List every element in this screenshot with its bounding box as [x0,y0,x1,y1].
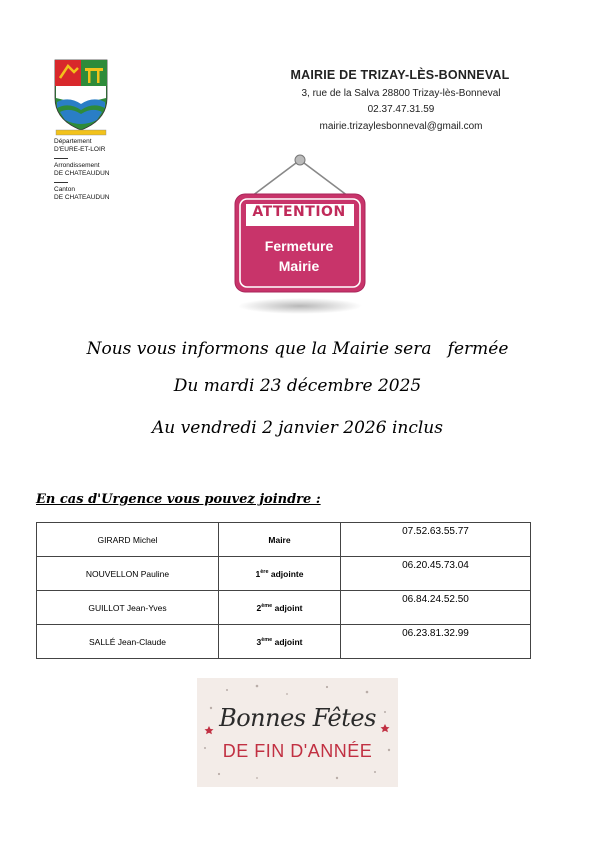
notice-line-2: Du mardi 23 décembre 2025 [173,376,422,396]
role-number: 2 [256,602,262,613]
contact-role [219,591,341,625]
role-label: adjointe [268,568,304,579]
role-label: adjoint [272,636,303,647]
urgence-heading: En cas d'Urgence vous pouvez joindre : [36,492,321,507]
department-name: D'EURE-ET-LOIR [54,146,106,153]
notice-line-3: Au vendredi 2 janvier 2026 inclus [152,418,443,438]
contact-phone: 06.84.24.52.50 [341,591,531,625]
role-label: adjoint [272,602,303,613]
attention-sign-icon [226,150,374,320]
contact-phone: 07.52.63.55.77 [341,523,531,557]
contact-role [219,557,341,591]
table-row [37,523,531,557]
sign-heading: ATTENTION [252,204,346,220]
arrondissement-label: Arrondissement [54,162,100,169]
mairie-phone: 02.37.47.31.59 [367,104,435,115]
contact-name: SALLÉ Jean-Claude [37,625,219,659]
contact-phone: 06.20.45.73.04 [341,557,531,591]
contact-name: NOUVELLON Pauline [37,557,219,591]
department-label: Département [54,138,92,145]
table-row [37,591,531,625]
divider [54,182,68,183]
canton-label: Canton [54,186,75,193]
greetings-card-icon [197,678,398,787]
contacts-table [36,522,531,659]
mairie-title: MAIRIE DE TRIZAY-LÈS-BONNEVAL [290,68,510,82]
card-greeting-line-1: Bonnes Fêtes [219,704,376,732]
role-label: Maire [268,534,291,545]
canton-name: DE CHATEAUDUN [54,194,110,201]
card-greeting-line-2: DE FIN D'ANNÉE [222,741,373,761]
contact-name: GIRARD Michel [37,523,219,557]
contact-phone: 06.23.81.32.99 [341,625,531,659]
department-block [54,138,110,202]
divider [54,158,68,159]
contact-role [219,523,341,557]
contact-role [219,625,341,659]
sign-line-1: Fermeture [264,238,334,254]
role-number: 1 [255,568,261,579]
mairie-email: mairie.trizaylesbonneval@gmail.com [319,121,483,132]
table-row [37,557,531,591]
coat-of-arms-icon [52,58,110,136]
arrondissement-name: DE CHATEAUDUN [54,170,110,177]
contact-name: GUILLOT Jean-Yves [37,591,219,625]
role-suffix: ème [261,636,273,643]
role-suffix: ère [260,568,269,575]
role-suffix: ème [261,602,273,609]
role-number: 3 [256,636,262,647]
sign-line-2: Mairie [278,258,320,274]
notice-line-1: Nous vous informons que la Mairie sera fermée [86,339,509,359]
mairie-address: 3, rue de la Salva 28800 Trizay-lès-Bonneval [301,88,501,99]
table-row [37,625,531,659]
